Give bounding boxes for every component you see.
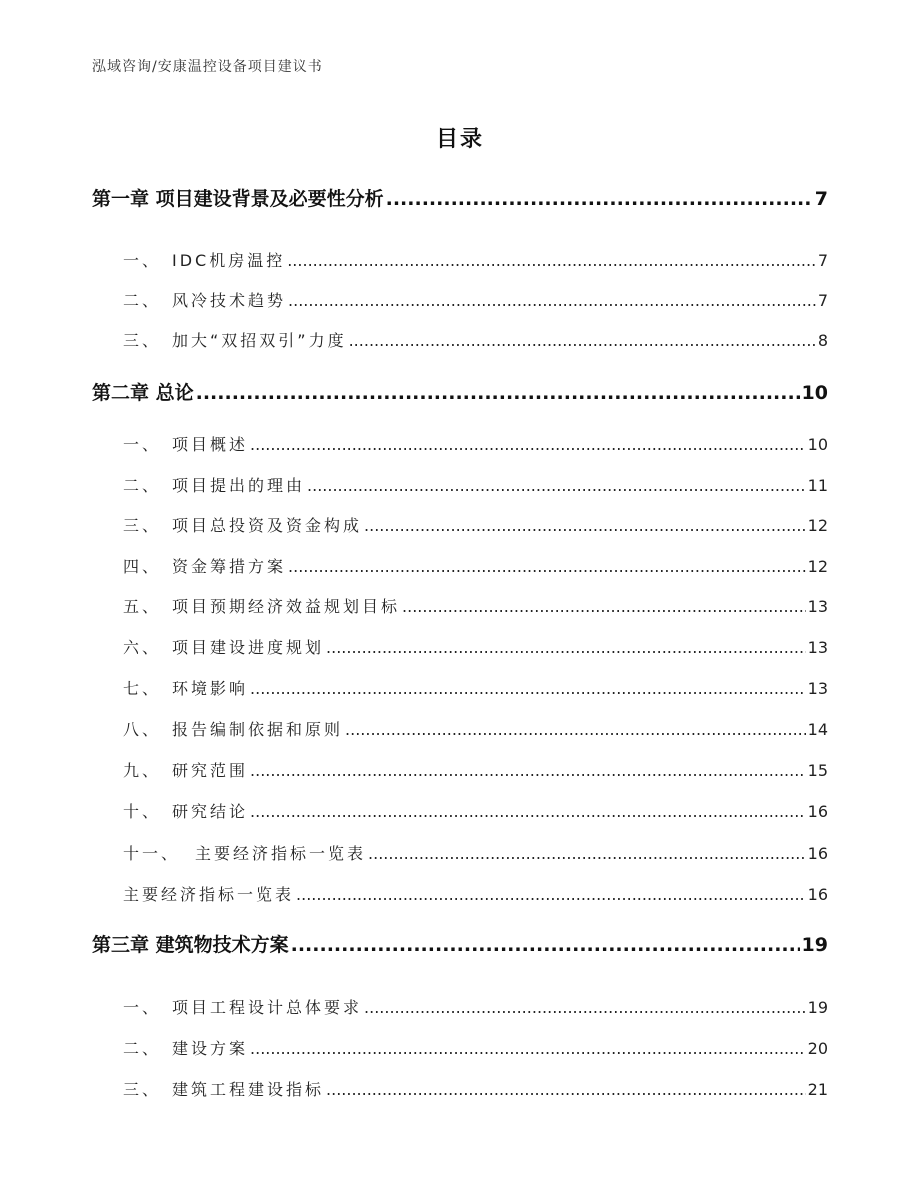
- toc-section-entry[interactable]: [123, 995, 828, 1018]
- entry-page-number: 12: [807, 557, 828, 576]
- dot-leader: [326, 1080, 806, 1099]
- entry-number: 一、: [123, 435, 162, 454]
- entry-number: 三、: [123, 516, 162, 535]
- entry-number: 一、: [123, 998, 162, 1017]
- toc-section-entry[interactable]: [123, 676, 828, 699]
- dot-leader: [250, 761, 806, 780]
- entry-title: 项目预期经济效益规划目标: [172, 597, 401, 616]
- entry-page-number: 13: [807, 638, 828, 657]
- entry-title: 加大“双招双引”力度: [172, 331, 347, 350]
- dot-leader: [307, 476, 806, 495]
- dot-leader: [250, 679, 806, 698]
- entry-number: 十、: [123, 802, 162, 821]
- entry-title: 研究结论: [172, 802, 249, 821]
- entry-page-number: 16: [807, 885, 828, 904]
- entry-number: 九、: [123, 761, 162, 780]
- toc-chapter-entry[interactable]: [92, 184, 828, 211]
- toc-chapter-entry[interactable]: [92, 378, 828, 405]
- dot-leader: [291, 934, 800, 956]
- dot-leader: [349, 331, 816, 350]
- entry-title: IDC机房温控: [172, 251, 286, 270]
- entry-page-number: 21: [807, 1080, 828, 1099]
- entry-title: 第一章 项目建设背景及必要性分析: [92, 188, 384, 210]
- entry-title: 第二章 总论: [92, 382, 194, 404]
- entry-page-number: 10: [801, 382, 828, 404]
- dot-leader: [288, 291, 816, 310]
- entry-title: 主要经济指标一览表: [123, 885, 295, 904]
- entry-number: 七、: [123, 679, 162, 698]
- entry-page-number: 10: [807, 435, 828, 454]
- entry-page-number: 16: [807, 844, 828, 863]
- entry-title: 研究范围: [172, 761, 249, 780]
- entry-title: 建设方案: [172, 1039, 249, 1058]
- toc-chapter-entry[interactable]: [92, 930, 828, 957]
- toc-section-entry[interactable]: [123, 841, 828, 864]
- entry-number: 四、: [123, 557, 162, 576]
- entry-page-number: 19: [801, 934, 828, 956]
- entry-page-number: 12: [807, 516, 828, 535]
- entry-page-number: 15: [807, 761, 828, 780]
- toc-section-entry[interactable]: [123, 1036, 828, 1059]
- dot-leader: [196, 382, 800, 404]
- entry-number: 二、: [123, 1039, 162, 1058]
- toc-section-entry[interactable]: [123, 758, 828, 781]
- toc-section-entry[interactable]: [123, 328, 828, 351]
- running-header: 泓域咨询/安康温控设备项目建议书: [92, 59, 323, 75]
- dot-leader: [250, 802, 806, 821]
- dot-leader: [296, 885, 806, 904]
- entry-title: 资金筹措方案: [172, 557, 287, 576]
- toc-section-entry[interactable]: [123, 717, 828, 740]
- toc-section-entry[interactable]: [123, 799, 828, 822]
- entry-number: 八、: [123, 720, 162, 739]
- entry-page-number: 13: [807, 597, 828, 616]
- entry-number: 三、: [123, 331, 162, 350]
- entry-number: 二、: [123, 476, 162, 495]
- dot-leader: [364, 516, 806, 535]
- toc-section-entry[interactable]: [123, 635, 828, 658]
- entry-page-number: 7: [817, 251, 828, 270]
- toc-section-entry[interactable]: [123, 554, 828, 577]
- dot-leader: [345, 720, 806, 739]
- entry-title: 项目概述: [172, 435, 249, 454]
- entry-page-number: 8: [817, 331, 828, 350]
- entry-page-number: 11: [807, 476, 828, 495]
- entry-number: 一、: [123, 251, 162, 270]
- entry-title: 项目工程设计总体要求: [172, 998, 363, 1017]
- toc-section-entry[interactable]: [123, 248, 828, 271]
- dot-leader: [288, 557, 806, 576]
- entry-number: 五、: [123, 597, 162, 616]
- toc-section-entry[interactable]: [123, 288, 828, 311]
- dot-leader: [250, 435, 806, 454]
- toc-section-entry[interactable]: [123, 882, 828, 905]
- entry-page-number: 7: [814, 188, 828, 210]
- dot-leader: [386, 188, 813, 210]
- toc-title: 目录: [435, 127, 484, 152]
- entry-page-number: 20: [807, 1039, 828, 1058]
- entry-title: 项目提出的理由: [172, 476, 306, 495]
- toc-section-entry[interactable]: [123, 473, 828, 496]
- entry-title: 项目建设进度规划: [172, 638, 325, 657]
- entry-number: 三、: [123, 1080, 162, 1099]
- entry-page-number: 16: [807, 802, 828, 821]
- entry-number: 二、: [123, 291, 162, 310]
- entry-title: 主要经济指标一览表: [195, 844, 367, 863]
- dot-leader: [250, 1039, 806, 1058]
- entry-title: 环境影响: [172, 679, 249, 698]
- dot-leader: [364, 998, 806, 1017]
- toc-section-entry[interactable]: [123, 432, 828, 455]
- entry-title: 第三章 建筑物技术方案: [92, 934, 289, 956]
- entry-title: 项目总投资及资金构成: [172, 516, 363, 535]
- toc-section-entry[interactable]: [123, 1077, 828, 1100]
- dot-leader: [402, 597, 806, 616]
- entry-number: 十一、: [123, 844, 181, 863]
- dot-leader: [368, 844, 806, 863]
- toc-section-entry[interactable]: [123, 513, 828, 536]
- entry-title: 报告编制依据和原则: [172, 720, 344, 739]
- dot-leader: [326, 638, 806, 657]
- entry-page-number: 19: [807, 998, 828, 1017]
- entry-page-number: 7: [817, 291, 828, 310]
- entry-page-number: 14: [807, 720, 828, 739]
- entry-page-number: 13: [807, 679, 828, 698]
- entry-number: 六、: [123, 638, 162, 657]
- dot-leader: [287, 251, 816, 270]
- entry-title: 风冷技术趋势: [172, 291, 287, 310]
- entry-title: 建筑工程建设指标: [172, 1080, 325, 1099]
- toc-section-entry[interactable]: [123, 594, 828, 617]
